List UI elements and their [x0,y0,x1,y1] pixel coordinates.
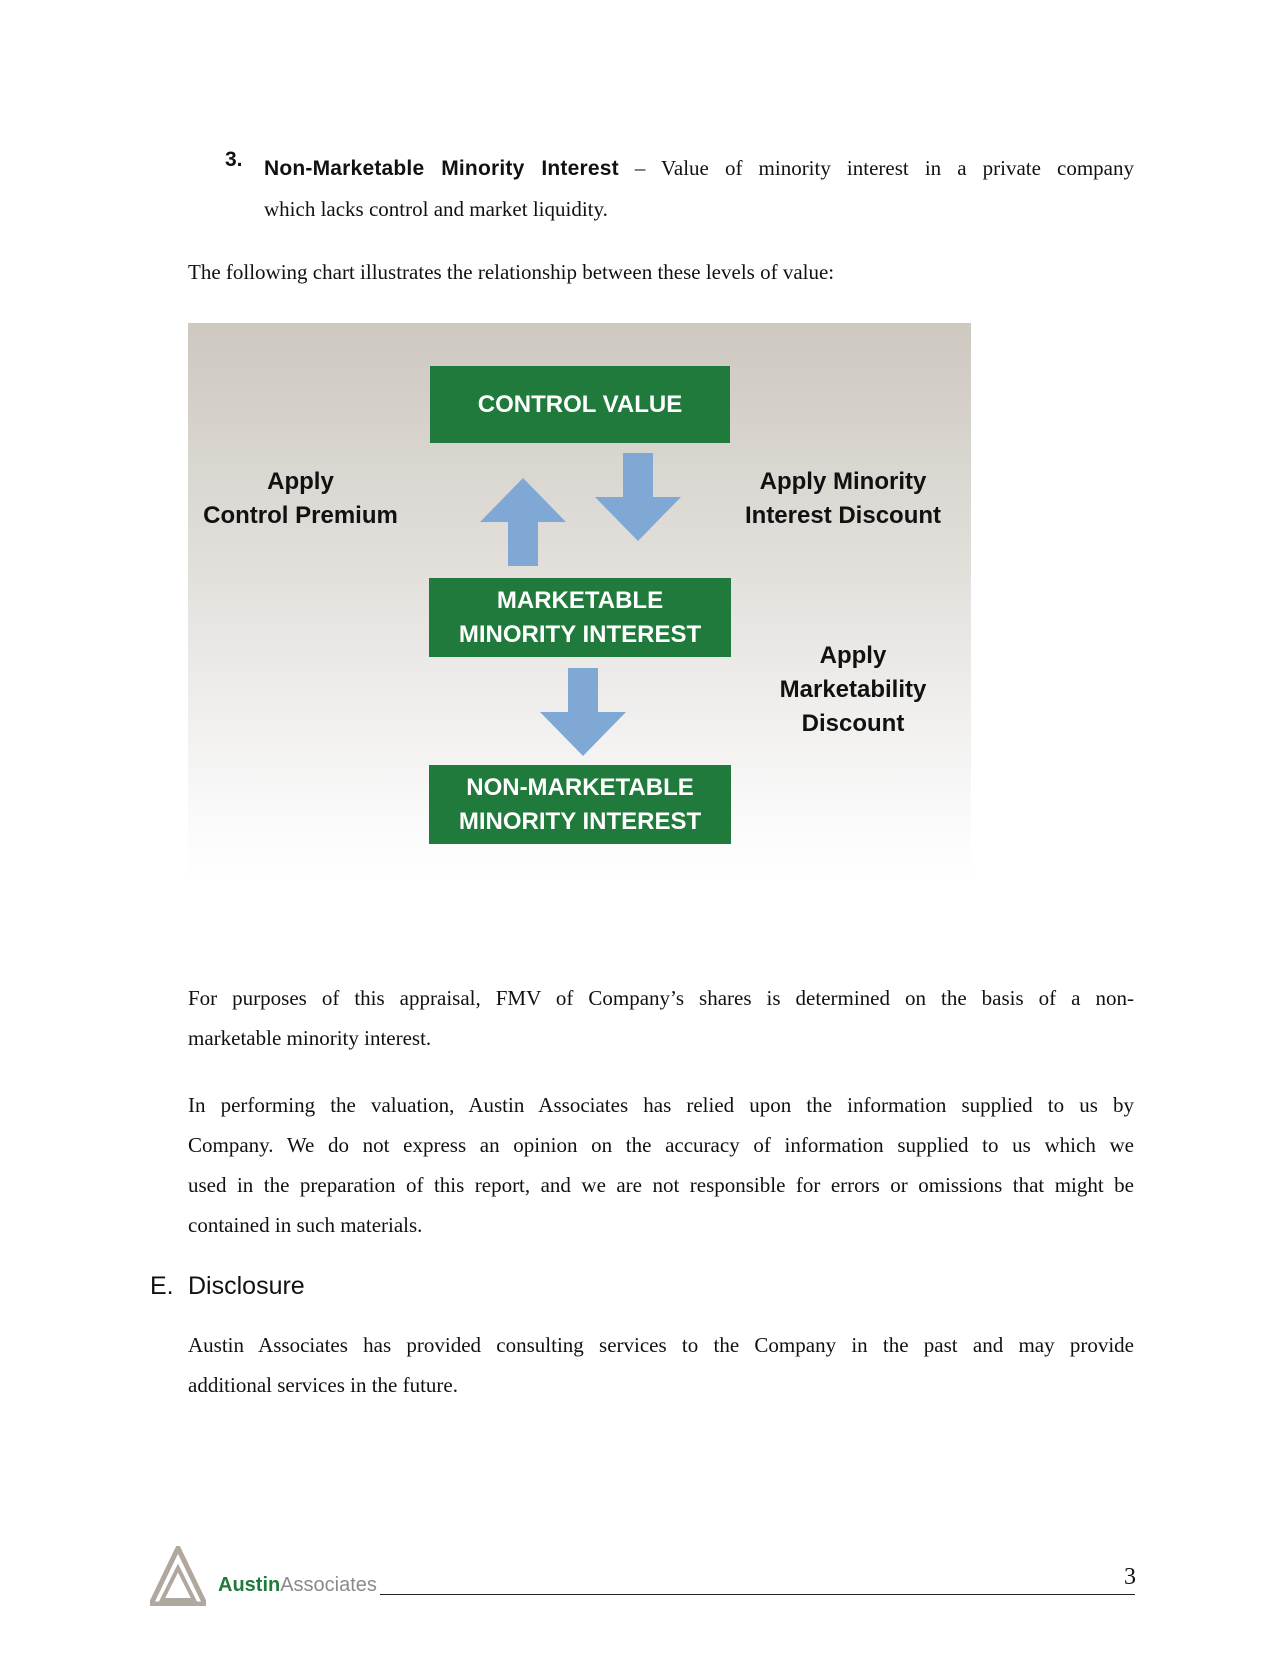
list-item-non-marketable [264,148,1134,229]
label-line: Apply [819,642,887,669]
paragraph-line: used in the preparation of this report, and we are not responsible for errors or omissions that might be [188,1173,1134,1197]
section-number: E. [150,1272,174,1300]
paragraph-line: contained in such materials. [188,1213,423,1237]
box-line: NON-MARKETABLE [466,773,694,801]
footer-brand [218,1574,377,1597]
brand-bold: Austin [218,1574,281,1596]
apply-minority-discount-label [728,465,958,533]
footer-rule [380,1594,1135,1595]
arrow-down-icon [593,453,683,541]
paragraph-line: In performing the valuation, Austin Associates has relied upon the information supplied to us by [188,1093,1134,1117]
control-value-label: CONTROL VALUE [477,390,683,418]
box-line: MINORITY INTEREST [458,807,702,835]
box-line: MARKETABLE [496,586,664,614]
paragraph-line: For purposes of this appraisal, FMV of Company’s shares is determined on the basis of a non- [188,986,1134,1010]
paragraph-line: Company. We do not express an opinion on the accuracy of information supplied to us which we [188,1133,1134,1157]
levels-of-value-diagram [188,323,971,883]
list-number: 3. [225,148,243,171]
paragraph-reliance [188,1085,1134,1245]
label-line: Discount [801,710,905,737]
list-item-text-line1: – Value of minority interest in a private company [634,156,1134,180]
chart-intro-text: The following chart illustrates the relationship between these levels of value: [188,260,835,284]
paragraph-line: Austin Associates has provided consulting services to the Company in the past and may provide [188,1333,1134,1357]
list-item-label: Non-Marketable Minority Interest [264,157,619,180]
label-line: Interest Discount [744,502,942,529]
austin-associates-logo-icon [150,1546,206,1606]
arrow-down-icon [538,668,628,756]
section-title: Disclosure [188,1272,305,1300]
label-line: Marketability [779,676,927,703]
page-number: 3 [1124,1564,1136,1590]
label-line: Apply Minority [759,468,927,495]
paragraph-disclosure [188,1325,1134,1405]
control-value-box [430,366,730,443]
paragraph-line: additional services in the future. [188,1373,458,1397]
label-line: Control Premium [203,502,398,529]
marketable-minority-interest-box [429,578,731,657]
paragraph-fmv-basis [188,978,1134,1058]
non-marketable-minority-interest-box [429,765,731,844]
brand-light: Associates [280,1574,377,1596]
box-line: MINORITY INTEREST [458,620,702,648]
list-item-text-line2: which lacks control and market liquidity. [264,197,608,221]
paragraph-line: marketable minority interest. [188,1026,432,1050]
arrow-up-icon [478,478,568,566]
apply-marketability-discount-label [743,639,963,741]
section-heading-disclosure [150,1272,305,1301]
apply-control-premium-label [188,465,413,533]
label-line: Apply [267,468,334,495]
